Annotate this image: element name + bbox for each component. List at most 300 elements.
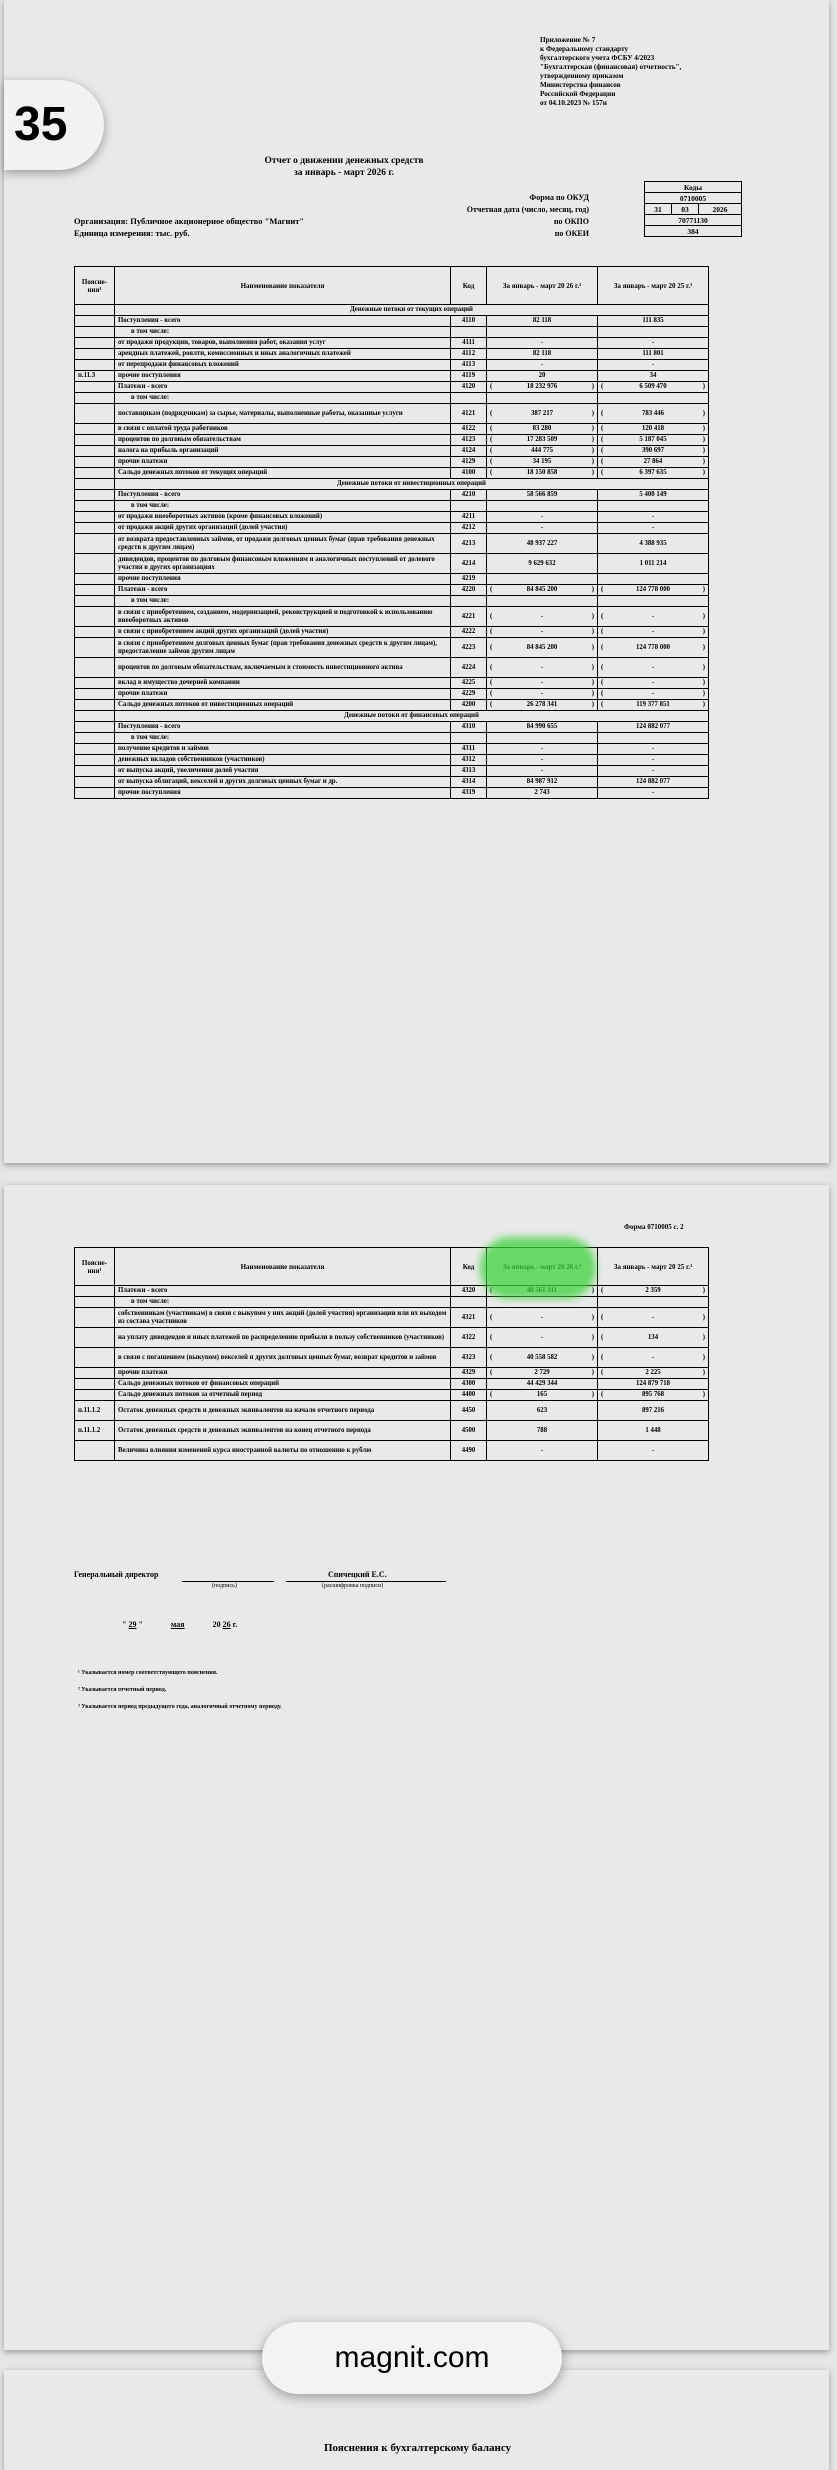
indicator-name: прочие поступления — [115, 788, 451, 799]
table-row — [75, 534, 709, 554]
date-day: 31 — [645, 204, 672, 215]
paren-open: ( — [490, 1333, 493, 1341]
note-cell — [75, 490, 115, 501]
value-current-period — [487, 1328, 598, 1348]
line-code: 4329 — [451, 1368, 487, 1379]
table-row — [75, 490, 709, 501]
paren-open: ( — [601, 447, 604, 454]
table-row — [75, 766, 709, 777]
value-current-period — [487, 744, 598, 755]
report-title — [214, 155, 474, 179]
paren-open: ( — [490, 383, 493, 390]
value-text: - — [540, 756, 544, 763]
paren-close: ) — [591, 1333, 594, 1341]
value-previous-period — [598, 755, 709, 766]
table-row — [75, 1379, 709, 1390]
value-text: - — [651, 663, 655, 671]
value-current-period — [487, 700, 598, 711]
paren-close: ) — [702, 409, 705, 417]
value-current-period — [487, 722, 598, 733]
indicator-name: на уплату дивидендов и иных платежей по распределению прибыли в пользу собственников (участников) — [115, 1328, 451, 1348]
table-row — [75, 382, 709, 393]
value-text: - — [540, 1446, 544, 1454]
paren-close: ) — [702, 1353, 705, 1361]
note-cell — [75, 755, 115, 766]
value-text: 895 768 — [641, 1391, 665, 1398]
value-previous-period — [598, 733, 709, 744]
line-code: 4113 — [451, 360, 487, 371]
value-text: 84 845 200 — [526, 586, 558, 593]
col-note-header: Поясне-ния¹ — [75, 1248, 115, 1286]
value-current-period — [487, 689, 598, 700]
sign-date: " 29 " мая 20 26 г. — [122, 1620, 238, 1629]
indicator-name: прочие поступления — [115, 371, 451, 382]
paren-close: ) — [702, 458, 705, 465]
header-note-line: Министерства финансов — [540, 81, 621, 89]
paren-open: ( — [490, 436, 493, 443]
value-text: 390 697 — [641, 447, 665, 454]
section-title: Денежные потоки от текущих операций — [115, 305, 709, 316]
value-text: - — [540, 612, 544, 620]
paren-close: ) — [591, 643, 594, 651]
indicator-name: процентов по долговым обязательствам, включаемым в стоимость инвестиционного актива — [115, 658, 451, 678]
indicator-name: Сальдо денежных потоков от текущих операций — [115, 468, 451, 479]
paren-close: ) — [702, 628, 705, 635]
line-code — [451, 596, 487, 607]
value-text: 124 882 077 — [636, 778, 670, 785]
value-text: - — [651, 1353, 655, 1361]
value-text: 2 743 — [534, 789, 550, 796]
paren-open: ( — [490, 1391, 493, 1398]
table-row — [75, 523, 709, 534]
value-current-period — [487, 424, 598, 435]
table-row — [75, 501, 709, 512]
value-current-period — [487, 327, 598, 338]
paren-open: ( — [490, 663, 493, 671]
note-cell — [75, 1297, 115, 1308]
table-row — [75, 338, 709, 349]
value-current-period — [487, 733, 598, 744]
okud-code: 0710005 — [645, 193, 742, 204]
indicator-name: Поступления - всего — [115, 722, 451, 733]
table-row — [75, 424, 709, 435]
value-text: 44 429 344 — [526, 1380, 558, 1387]
paren-open: ( — [601, 586, 604, 593]
line-code: 4400 — [451, 1390, 487, 1401]
value-text: 444 775 — [530, 447, 554, 454]
indicator-name: Поступления - всего — [115, 490, 451, 501]
sign-date-year-prefix: 20 — [212, 1620, 221, 1629]
line-code — [451, 327, 487, 338]
section-row — [75, 479, 709, 490]
indicator-name: получение кредитов и займов — [115, 744, 451, 755]
table-row — [75, 755, 709, 766]
table-row — [75, 435, 709, 446]
value-current-period — [487, 501, 598, 512]
indicator-name: в том числе: — [115, 393, 451, 404]
note-cell — [75, 305, 115, 316]
line-code: 4320 — [451, 1286, 487, 1297]
value-current-period — [487, 435, 598, 446]
value-previous-period — [598, 360, 709, 371]
header-note-line: от 04.10.2023 № 157н — [540, 99, 607, 107]
value-previous-period — [598, 1421, 709, 1441]
line-code: 4314 — [451, 777, 487, 788]
table-row — [75, 457, 709, 468]
date-month: 03 — [672, 204, 699, 215]
value-current-period — [487, 766, 598, 777]
note-cell — [75, 338, 115, 349]
indicator-name: Сальдо денежных потоков от инвестиционных операций — [115, 700, 451, 711]
value-text: - — [540, 339, 544, 346]
paren-open: ( — [490, 1313, 493, 1321]
indicator-name: от выпуска облигаций, векселей и других долговых ценных бумаг и др. — [115, 777, 451, 788]
date-label: Отчетная дата (число, месяц, год) — [466, 205, 589, 214]
col-code-header: Код — [451, 267, 487, 305]
paren-close: ) — [591, 1369, 594, 1376]
green-highlight-mark — [480, 1237, 596, 1299]
value-text: 40 558 582 — [526, 1353, 558, 1361]
table-row — [75, 658, 709, 678]
paren-close: ) — [702, 1369, 705, 1376]
note-cell — [75, 1308, 115, 1328]
line-code: 4119 — [451, 371, 487, 382]
value-text: 84 987 912 — [526, 778, 558, 785]
line-code: 4300 — [451, 1379, 487, 1390]
value-current-period — [487, 788, 598, 799]
value-current-period — [487, 534, 598, 554]
signer-name-line — [286, 1581, 446, 1582]
line-code: 4322 — [451, 1328, 487, 1348]
footnotes — [78, 1665, 282, 1716]
note-cell — [75, 435, 115, 446]
value-text: - — [651, 745, 655, 752]
paren-close: ) — [591, 690, 594, 697]
note-cell — [75, 534, 115, 554]
note-cell — [75, 722, 115, 733]
value-text: 165 — [536, 1391, 548, 1398]
value-previous-period — [598, 689, 709, 700]
value-current-period — [487, 607, 598, 627]
table-row — [75, 596, 709, 607]
note-cell — [75, 349, 115, 360]
line-code: 4311 — [451, 744, 487, 755]
table-row — [75, 638, 709, 658]
signer-role: Генеральный директор — [74, 1570, 159, 1579]
value-current-period — [487, 1421, 598, 1441]
line-code: 4129 — [451, 457, 487, 468]
page-number-badge[interactable]: 35 — [4, 80, 104, 170]
indicator-name: от продажи продукции, товаров, выполнения работ, оказания услуг — [115, 338, 451, 349]
value-current-period — [487, 490, 598, 501]
note-cell — [75, 627, 115, 638]
value-previous-period — [598, 371, 709, 382]
paren-open: ( — [490, 469, 493, 476]
value-current-period — [487, 777, 598, 788]
indicator-name: поставщикам (подрядчикам) за сырье, материалы, выполненные работы, оказанные услуги — [115, 404, 451, 424]
paren-open: ( — [490, 612, 493, 620]
note-cell — [75, 360, 115, 371]
value-previous-period — [598, 1308, 709, 1328]
note-cell — [75, 382, 115, 393]
sign-date-day: 29 — [128, 1620, 137, 1629]
sign-date-suffix: г. — [232, 1620, 238, 1629]
value-previous-period — [598, 1328, 709, 1348]
line-code: 4124 — [451, 446, 487, 457]
value-text: - — [540, 690, 544, 697]
footnote: ¹ Указывается номер соответствующего пояснения. — [78, 1670, 218, 1676]
indicator-name: прочие платежи — [115, 1368, 451, 1379]
footnote: ³ Указывается период предыдущего года, аналогичный отчетному периоду. — [78, 1704, 282, 1710]
value-text: 2 729 — [534, 1369, 550, 1376]
line-code: 4225 — [451, 678, 487, 689]
note-cell — [75, 1390, 115, 1401]
paren-close: ) — [591, 679, 594, 686]
value-current-period — [487, 1379, 598, 1390]
note-cell — [75, 744, 115, 755]
table-row — [75, 1328, 709, 1348]
value-text: 1 448 — [645, 1426, 661, 1434]
paren-open: ( — [490, 1353, 493, 1361]
site-link-button[interactable]: magnit.com — [262, 2322, 562, 2394]
value-text: - — [651, 679, 655, 686]
line-code: 4450 — [451, 1401, 487, 1421]
paren-open: ( — [490, 1369, 493, 1376]
col-previous-header: За январь - март 20 25 г.³ — [598, 1248, 709, 1286]
header-note-line: Российской Федерации — [540, 90, 616, 98]
codes-table — [588, 181, 742, 237]
table-row — [75, 689, 709, 700]
note-cell — [75, 424, 115, 435]
value-current-period — [487, 349, 598, 360]
value-text: - — [651, 361, 655, 368]
value-current-period — [487, 755, 598, 766]
paren-open: ( — [490, 701, 493, 708]
section-row — [75, 305, 709, 316]
note-cell: п.11.3 — [75, 371, 115, 382]
value-current-period — [487, 585, 598, 596]
value-text: - — [540, 767, 544, 774]
date-year: 2026 — [699, 204, 742, 215]
value-previous-period — [598, 404, 709, 424]
value-current-period — [487, 1390, 598, 1401]
header-note-line: Приложение № 7 — [540, 36, 596, 44]
paren-open: ( — [601, 436, 604, 443]
indicator-name: налога на прибыль организаций — [115, 446, 451, 457]
note-cell — [75, 1368, 115, 1379]
paren-open: ( — [601, 409, 604, 417]
indicator-name: Поступления - всего — [115, 316, 451, 327]
paren-open: ( — [490, 409, 493, 417]
value-text: 34 195 — [532, 458, 552, 465]
note-cell — [75, 711, 115, 722]
line-code: 4219 — [451, 574, 487, 585]
value-previous-period — [598, 349, 709, 360]
note-cell — [75, 1379, 115, 1390]
indicator-name: Платежи - всего — [115, 585, 451, 596]
paren-open: ( — [601, 612, 604, 620]
line-code: 4211 — [451, 512, 487, 523]
value-text: 2 359 — [645, 1287, 661, 1294]
value-previous-period — [598, 1368, 709, 1379]
value-previous-period — [598, 1348, 709, 1368]
value-current-period — [487, 360, 598, 371]
indicator-name: Величина влияния изменений курса иностранной валюты по отношению к рублю — [115, 1441, 451, 1461]
table-row — [75, 1348, 709, 1368]
indicator-name: дивидендов, процентов по долговым финансовым вложениям и аналогичных поступлений от долевого участия в других организациях — [115, 554, 451, 574]
paren-open: ( — [601, 701, 604, 708]
value-text: - — [651, 628, 655, 635]
note-cell — [75, 523, 115, 534]
line-code: 4120 — [451, 382, 487, 393]
value-previous-period — [598, 1401, 709, 1421]
table-row — [75, 1297, 709, 1308]
value-text: - — [540, 1333, 544, 1341]
note-cell — [75, 1348, 115, 1368]
okei-code: 384 — [645, 226, 742, 237]
value-current-period — [487, 338, 598, 349]
note-cell — [75, 1441, 115, 1461]
paren-open: ( — [490, 425, 493, 432]
value-text: - — [540, 361, 544, 368]
paren-open: ( — [490, 679, 493, 686]
table-row — [75, 700, 709, 711]
footnote: ² Указывается отчетный период. — [78, 1687, 167, 1693]
table-row — [75, 1421, 709, 1441]
col-name-header: Наименование показателя — [115, 267, 451, 305]
okpo-code: 70771130 — [645, 215, 742, 226]
table-row — [75, 393, 709, 404]
paren-open: ( — [490, 643, 493, 651]
paren-close: ) — [702, 679, 705, 686]
unit-label: Единица измерения: тыс. руб. — [74, 228, 190, 238]
table-row — [75, 1390, 709, 1401]
paren-close: ) — [591, 425, 594, 432]
section-title: Денежные потоки от финансовых операций — [115, 711, 709, 722]
value-current-period — [487, 627, 598, 638]
line-code — [451, 1297, 487, 1308]
note-cell — [75, 777, 115, 788]
indicator-name: в связи с погашением (выкупом) векселей и других долговых ценных бумаг, возврат кредитов и займов — [115, 1348, 451, 1368]
indicator-name: в том числе: — [115, 327, 451, 338]
value-current-period — [487, 446, 598, 457]
okpo-label: по ОКПО — [553, 217, 589, 226]
value-previous-period — [598, 316, 709, 327]
note-cell — [75, 512, 115, 523]
signer-name-caption: (расшифровка подписи) — [322, 1583, 384, 1589]
header-note-line: утвержденному приказом — [540, 72, 624, 80]
line-code: 4100 — [451, 468, 487, 479]
indicator-name: в том числе: — [115, 596, 451, 607]
value-current-period — [487, 1308, 598, 1328]
value-previous-period — [598, 490, 709, 501]
value-previous-period — [598, 766, 709, 777]
value-previous-period — [598, 435, 709, 446]
value-text: - — [651, 690, 655, 697]
value-previous-period — [598, 744, 709, 755]
value-previous-period — [598, 678, 709, 689]
value-previous-period — [598, 512, 709, 523]
value-previous-period — [598, 627, 709, 638]
value-text: - — [651, 767, 655, 774]
paren-close: ) — [702, 643, 705, 651]
note-cell — [75, 607, 115, 627]
value-previous-period — [598, 658, 709, 678]
table-row — [75, 349, 709, 360]
indicator-name: от выпуска акций, увеличения долей участия — [115, 766, 451, 777]
paren-close: ) — [591, 1313, 594, 1321]
paren-open: ( — [601, 458, 604, 465]
paren-open: ( — [490, 628, 493, 635]
indicator-name: Платежи - всего — [115, 382, 451, 393]
value-current-period — [487, 512, 598, 523]
paren-close: ) — [702, 690, 705, 697]
paren-close: ) — [591, 701, 594, 708]
paren-close: ) — [591, 383, 594, 390]
table-row — [75, 371, 709, 382]
value-text: 48 937 227 — [526, 539, 558, 547]
value-text: 783 446 — [641, 409, 665, 417]
indicator-name: Платежи - всего — [115, 1286, 451, 1297]
table-row — [75, 360, 709, 371]
value-current-period — [487, 382, 598, 393]
paren-close: ) — [702, 436, 705, 443]
note-cell — [75, 446, 115, 457]
value-previous-period — [598, 534, 709, 554]
paren-close: ) — [702, 447, 705, 454]
paren-close: ) — [702, 586, 705, 593]
value-text: 5 400 149 — [639, 491, 667, 498]
title-line-1: Отчет о движении денежных средств — [264, 156, 424, 166]
line-code: 4112 — [451, 349, 487, 360]
value-current-period — [487, 1401, 598, 1421]
value-text: 119 377 851 — [636, 701, 670, 708]
note-cell — [75, 468, 115, 479]
value-current-period — [487, 638, 598, 658]
indicator-name: в связи с приобретением долговых ценных бумаг (прав требования денежных средств к другим лицам), предоставление займов другим лицам — [115, 638, 451, 658]
value-text: - — [540, 513, 544, 520]
indicator-name: в связи с приобретением акций других организаций (долей участия) — [115, 627, 451, 638]
line-code — [451, 733, 487, 744]
table-row — [75, 678, 709, 689]
table-row — [75, 327, 709, 338]
value-previous-period — [598, 1441, 709, 1461]
header-note-line: бухгалтерского учета ФСБУ 4/2023 — [540, 54, 655, 62]
value-previous-period — [598, 607, 709, 627]
value-previous-period — [598, 777, 709, 788]
header-note-line: "Бухгалтерская (финансовая) отчетность", — [540, 63, 682, 71]
value-text: - — [651, 789, 655, 796]
indicator-name: от продажи акций других организаций (долей участия) — [115, 523, 451, 534]
value-text: - — [651, 513, 655, 520]
signature-caption: (подпись) — [212, 1583, 237, 1589]
note-cell — [75, 658, 115, 678]
value-current-period — [487, 554, 598, 574]
value-current-period — [487, 457, 598, 468]
paren-close: ) — [591, 1353, 594, 1361]
value-text: 84 990 655 — [526, 723, 558, 730]
note-cell — [75, 574, 115, 585]
line-code: 4121 — [451, 404, 487, 424]
col-current-header: За январь - март 20 26 г.² — [487, 267, 598, 305]
value-previous-period — [598, 1379, 709, 1390]
note-cell — [75, 700, 115, 711]
value-previous-period — [598, 554, 709, 574]
table-row — [75, 554, 709, 574]
paren-open: ( — [601, 1353, 604, 1361]
value-text: 124 778 000 — [636, 643, 670, 651]
paren-close: ) — [591, 469, 594, 476]
